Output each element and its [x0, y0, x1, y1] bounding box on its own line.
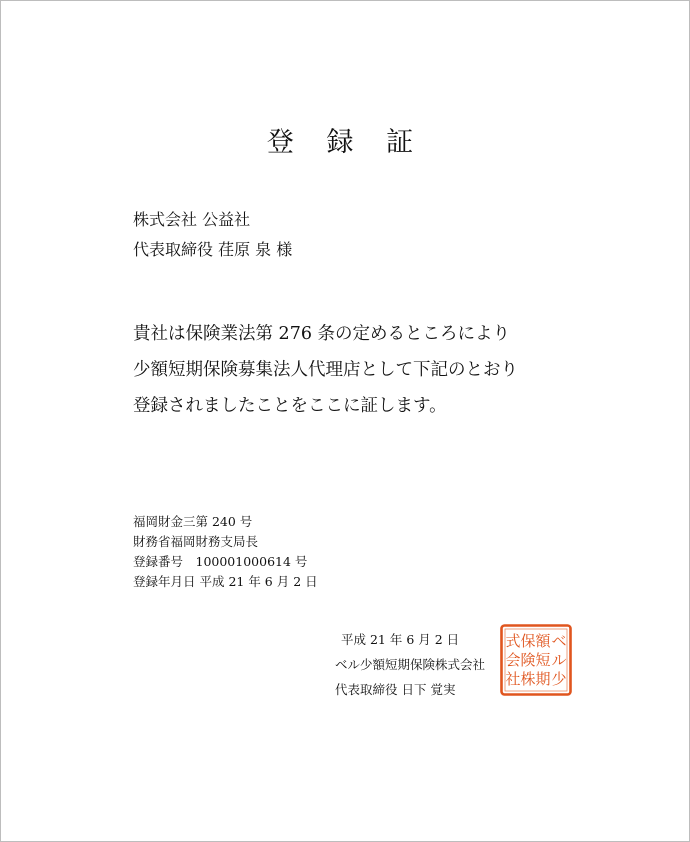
- addressee-representative: 代表取締役 荏原 泉 様: [133, 240, 293, 259]
- body-line-2: 少額短期保険募集法人代理店として下記のとおり: [133, 360, 518, 380]
- issuing-authority: 財務省福岡財務支局長: [133, 534, 259, 549]
- issue-date: 平成 21 年 6 月 2 日: [341, 632, 460, 647]
- addressee-company: 株式会社 公益社: [133, 210, 251, 229]
- addressee-block: [133, 205, 292, 265]
- approval-number: 福岡財金三第 240 号: [133, 514, 253, 529]
- registration-number: 登録番号 100001000614 号: [133, 554, 308, 569]
- issuer-representative: 代表取締役 日下 覚実: [335, 682, 456, 697]
- seal-char: 短: [535, 651, 551, 669]
- seal-char: 式: [505, 632, 521, 650]
- seal-char: 期: [535, 670, 551, 688]
- seal-char: 会: [505, 651, 521, 669]
- issuer-company: ベル少額短期保険株式会社: [335, 657, 486, 672]
- registration-details: [133, 512, 318, 592]
- seal-char: ル: [551, 651, 567, 669]
- seal-char: 少: [551, 670, 567, 688]
- seal-char: 保: [520, 632, 536, 650]
- registration-date: 登録年月日 平成 21 年 6 月 2 日: [133, 574, 318, 589]
- seal-char: 株: [520, 670, 536, 688]
- issuer-block: [335, 627, 485, 702]
- seal-char: 険: [520, 651, 536, 669]
- body-line-1: 貴社は保険業法第 276 条の定めるところにより: [133, 324, 511, 344]
- body-line-3: 登録されましたことをここに証します。: [133, 396, 447, 416]
- seal-char: 額: [535, 632, 551, 650]
- certificate-body: [133, 316, 518, 424]
- company-seal-icon: [500, 624, 572, 696]
- certificate-title: 登 録 証: [266, 127, 426, 158]
- seal-characters: [505, 632, 566, 688]
- seal-char: ベ: [551, 632, 567, 650]
- seal-char: 社: [505, 670, 521, 688]
